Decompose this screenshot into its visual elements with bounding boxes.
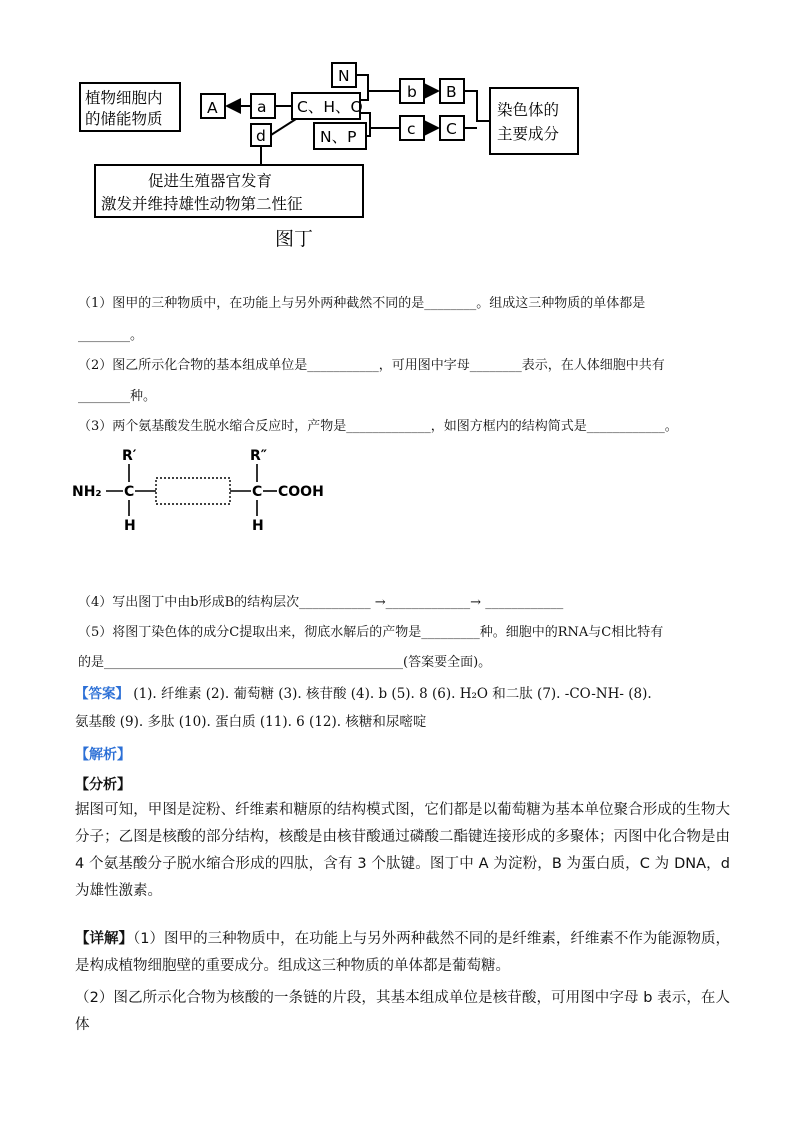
answer-text-1: (1). 纤维素 (2). 葡萄糖 (3). 核苷酸 (4). b (5). 8 (6). H₂O 和二肽 (7). -CO-NH- (8). (133, 686, 652, 702)
dashed-box (156, 478, 230, 504)
plant-storage-line2: 的储能物质 (85, 110, 163, 128)
line-N-junction (356, 75, 368, 100)
label-c: c (407, 120, 416, 138)
label-a: a (257, 98, 267, 116)
question-1-line2: ________。 (78, 328, 144, 343)
hydrogen-1: H (124, 518, 136, 534)
hydrogen-2: H (252, 518, 264, 534)
fenxi-tag: 【分析】 (75, 777, 131, 793)
cooh-group: COOH (278, 484, 324, 500)
label-A: A (207, 99, 218, 117)
question-5-line1: （5）将图丁染色体的成分C提取出来，彻底水解后的产物是_________种。细胞中的RNA与C相比特有 (78, 625, 664, 640)
question-5-line2: 的是______________________________________________(答案要全面)。 (78, 655, 492, 670)
xiangjie-text-1: （1）图甲的三种物质中，在功能上与另外两种截然不同的是纤维素，纤维素不作为能源物质，是构成植物细胞壁的重要成分。组成这三种物质的单体都是葡萄糖。 (75, 931, 730, 974)
bottom-function-line2: 激发并维持雄性动物第二性征 (101, 195, 303, 213)
question-2-line2: ________种。 (78, 389, 157, 404)
label-chn: C、H、O (297, 98, 363, 116)
chromosome-line1: 染色体的 (497, 101, 560, 119)
xiangjie-paragraph (75, 926, 730, 980)
question-1-line1: （1）图甲的三种物质中，在功能上与另外两种截然不同的是________。组成这三种物质的单体都是 (78, 296, 646, 311)
figure-caption: 图丁 (275, 228, 314, 250)
fenxi-paragraph: 据图可知，甲图是淀粉、纤维素和糖原的结构模式图，它们都是以葡萄糖为基本单位聚合形成的生物大分子；乙图是核酸的部分结构，核酸是由核苷酸通过磷酸二酯键连接形成的多聚体；丙图中化合物是由 4 个氨基酸分子脱水缩合形成的四肽，含有 3 个肽键。图丁中 A 为淀粉，B 为蛋白质，C 为 DNA，d 为雄性激素。 (75, 802, 730, 899)
answer-tag: 【答案】 (75, 686, 129, 702)
bottom-function-line1: 促进生殖器官发育 (148, 172, 273, 190)
nh2-group: NH₂ (72, 484, 102, 500)
question-3: （3）两个氨基酸发生脱水缩合反应时，产物是_____________，如图方框内的结构简式是____________。 (78, 419, 678, 434)
answer-line2: 氨基酸 (9). 多肽 (10). 蛋白质 (11). 6 (12). 核糖和尿嘧啶 (75, 714, 427, 730)
label-C: C (446, 120, 457, 138)
r-prime: R′ (122, 448, 137, 464)
chromosome-line2: 主要成分 (497, 125, 560, 143)
line-B-to-chromosome (464, 91, 490, 121)
analysis-tag: 【解析】 (75, 747, 131, 763)
figure-ding-diagram (70, 55, 590, 255)
question-2-line1: （2）图乙所示化合物的基本组成单位是___________，可用图中字母________表示，在人体细胞中共有 (78, 358, 665, 373)
answer-line1 (75, 684, 652, 704)
question-4: （4）写出图丁中由b形成B的结构层次___________ →_____________→ ____________ (78, 595, 564, 610)
label-b: b (407, 83, 417, 101)
alpha-carbon-1: C (124, 484, 135, 500)
peptide-structure-diagram (72, 446, 352, 536)
alpha-carbon-2: C (252, 484, 263, 500)
r-double-prime: R″ (250, 448, 268, 464)
xiangjie-paragraph-2: （2）图乙所示化合物为核酸的一条链的片段，其基本组成单位是核苷酸，可用图中字母 b 表示，在人体 (75, 990, 730, 1033)
line-chn-to-d (271, 119, 296, 135)
xiangjie-tag: 【详解】 (75, 931, 134, 947)
plant-storage-line1: 植物细胞内 (85, 89, 163, 107)
label-d: d (256, 127, 266, 145)
label-B: B (446, 83, 457, 101)
label-N: N (338, 67, 350, 85)
box-chromosome (490, 88, 578, 154)
label-NP: N、P (320, 128, 357, 146)
